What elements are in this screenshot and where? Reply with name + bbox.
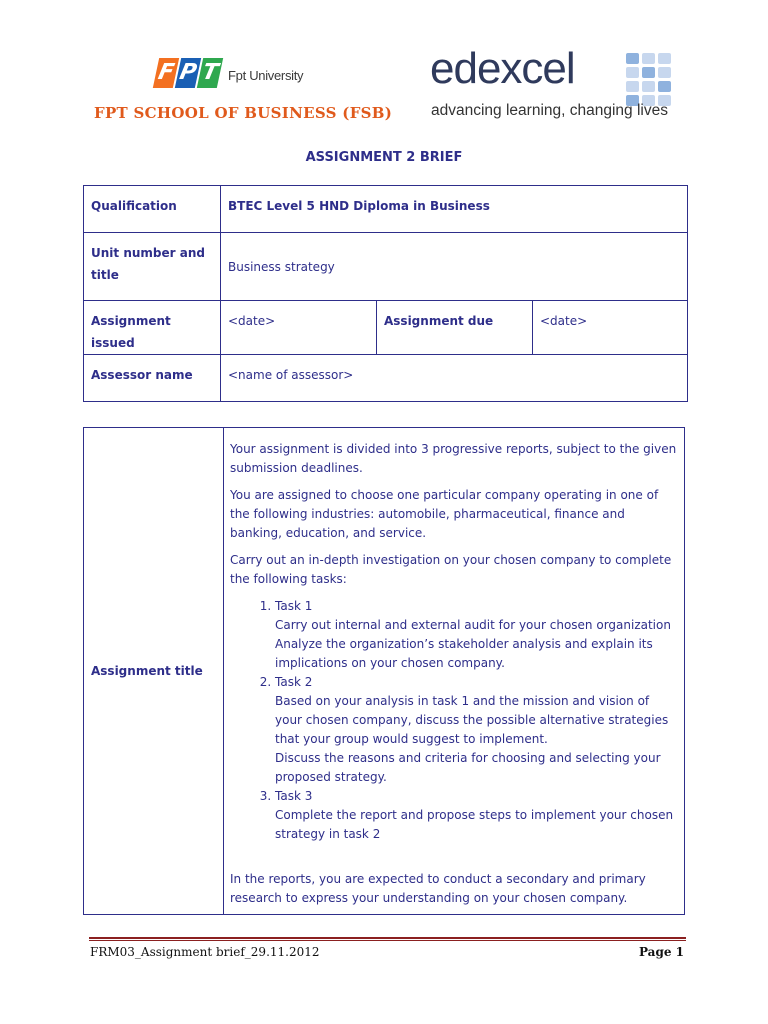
issued-value: <date> [221, 301, 377, 355]
assignment-title-label: Assignment title [84, 428, 224, 915]
document-title: ASSIGNMENT 2 BRIEF [305, 150, 463, 165]
footer-page-number: Page 1 [638, 945, 684, 959]
task-2-line-1: Based on your analysis in task 1 and the mission and vision of your chosen company, discuss the possible alternative strategies that your group would suggest to implement. [275, 694, 669, 746]
unit-value: Business strategy [221, 233, 688, 301]
assignment-info-table [83, 185, 688, 402]
edexcel-logo [430, 44, 680, 130]
due-label: Assignment due [377, 301, 533, 355]
task-1-line-2: Analyze the organization’s stakeholder analysis and explain its implications on your chosen company. [275, 637, 653, 670]
table-row [84, 186, 688, 233]
assignment-details-table [83, 427, 685, 915]
task-2-line-2: Discuss the reasons and criteria for choosing and selecting your proposed strategy. [275, 751, 661, 784]
edexcel-wordmark: edexcel [430, 44, 575, 93]
edexcel-grid-icon [626, 53, 671, 106]
fpt-university-logo [156, 58, 306, 94]
fpt-logo-letter-p: P [175, 58, 201, 88]
closing-paragraph: In the reports, you are expected to conduct a secondary and primary research to express your understanding on your chosen company. [230, 872, 646, 905]
page-header [0, 0, 768, 140]
intro-paragraph-3: Carry out an in-depth investigation on your chosen company to complete the following tasks: [230, 553, 672, 586]
footer-divider-thin [89, 940, 686, 941]
qualification-label: Qualification [84, 186, 221, 233]
issued-label: Assignment issued [84, 301, 221, 355]
due-value: <date> [533, 301, 688, 355]
task-list [230, 597, 678, 844]
task-1-title: 1. Task 1 [275, 599, 313, 613]
fpt-logo-letters [156, 58, 222, 92]
task-1-line-1: Carry out internal and external audit for your chosen organization [275, 618, 671, 632]
edexcel-tagline: advancing learning, changing lives [431, 102, 668, 119]
unit-label: Unit number and title [84, 233, 221, 301]
table-row [84, 301, 688, 355]
intro-paragraph-2: You are assigned to choose one particular company operating in one of the following industries: automobile, pharmaceutical, finance and banking, education, and service. [230, 488, 659, 540]
task-item-3 [275, 787, 678, 844]
fpt-logo-letter-f: F [153, 58, 179, 88]
fpt-university-text: Fpt University [228, 68, 304, 83]
fpt-logo-letter-t: T [197, 58, 223, 88]
footer-divider [89, 937, 686, 939]
assessor-value: <name of assessor> [221, 355, 688, 402]
assignment-description [224, 428, 685, 915]
school-title: FPT SCHOOL OF BUSINESS (FSB) [94, 104, 393, 122]
table-row [84, 428, 685, 915]
task-3-title: 3. Task 3 [275, 789, 313, 803]
table-row [84, 355, 688, 402]
task-3-line-1: Complete the report and propose steps to implement your chosen strategy in task 2 [275, 808, 674, 841]
footer-document-code: FRM03_Assignment brief_29.11.2012 [90, 945, 320, 959]
task-item-2 [275, 673, 678, 787]
qualification-value: BTEC Level 5 HND Diploma in Business [221, 186, 688, 233]
task-item-1 [275, 597, 678, 673]
intro-paragraph-1: Your assignment is divided into 3 progressive reports, subject to the given submission deadlines. [230, 442, 677, 475]
table-row [84, 233, 688, 301]
task-2-title: 2. Task 2 [275, 675, 313, 689]
assessor-label: Assessor name [84, 355, 221, 402]
